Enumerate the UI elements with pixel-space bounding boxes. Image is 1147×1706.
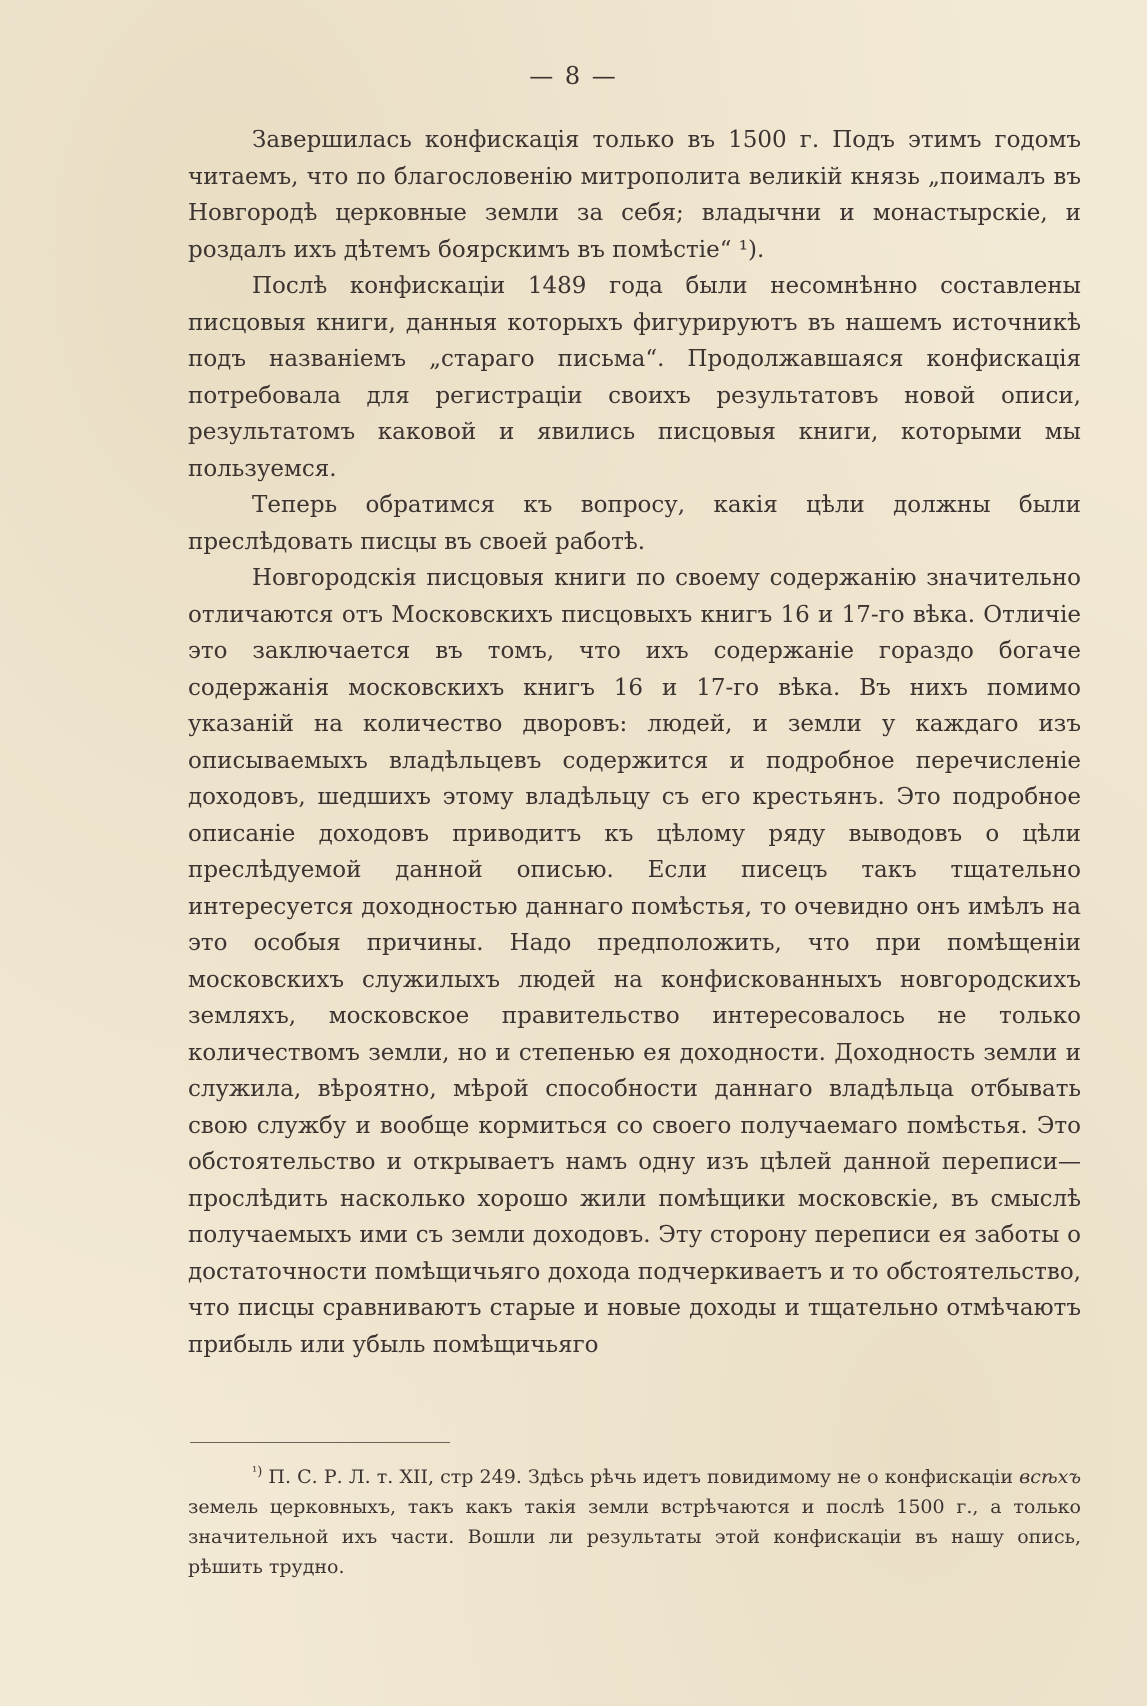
footnotes	[188, 1462, 1081, 1582]
paragraph-2: Послѣ конфискаціи 1489 года были несомнѣнно составлены писцовыя книги, данныя которыхъ фигурируютъ въ нашемъ источникѣ подъ названіемъ „стараго письма“. Продолжавшаяся конфискація потребовала для регистраціи своихъ результатовъ новой описи, результатомъ каковой и явились писцовыя книги, которыми мы пользуемся.	[188, 273, 1081, 482]
footnote-emphasis: всѣхъ	[1019, 1466, 1081, 1488]
paragraph-3: Теперь обратимся къ вопросу, какія цѣли должны были преслѣдовать писцы въ своей работѣ.	[188, 492, 1081, 555]
footnote-divider	[190, 1442, 450, 1443]
paragraph-4: Новгородскія писцовыя книги по своему содержанію значительно отличаются отъ Московскихъ писцовыхъ книгъ 16 и 17-го вѣка. Отличіе это заключается въ томъ, что ихъ содержаніе гораздо богаче содержанія московскихъ книгъ 16 и 17-го вѣка. Въ нихъ помимо указаній на количество дворовъ: людей, и земли у каждаго изъ описываемыхъ владѣльцевъ содержится и подробное перечисленіе доходовъ, шедшихъ этому владѣльцу съ его крестьянъ. Это подробное описаніе доходовъ приводитъ къ цѣлому ряду выводовъ о цѣли преслѣдуемой данной описью. Если писецъ такъ тщательно интересуется доходностью даннаго помѣстья, то очевидно онъ имѣлъ на это особыя причины. Надо предположить, что при помѣщеніи московскихъ служилыхъ людей на конфискованныхъ новгородскихъ земляхъ, московское правительство интересовалось не только количествомъ земли, но и степенью ея доходности. Доходность земли и служила, вѣроятно, мѣрой способности даннаго владѣльца отбывать свою службу и вообще кормиться со своего получаемаго помѣстья. Это обстоятельство и открываетъ намъ одну изъ цѣлей данной переписи—прослѣдить насколько хорошо жили помѣщики московскіе, въ смыслѣ получаемыхъ ими съ земли доходовъ. Эту сторону переписи ея заботы о достаточности помѣщичьяго дохода подчеркиваетъ и то обстоятельство, что писцы сравниваютъ старые и новые доходы и тщательно отмѣчаютъ прибыль или убыль помѣщичьяго	[188, 565, 1081, 1358]
footnote-text-start: П. С. Р. Л. т. XII, стр 249. Здѣсь рѣчь идетъ повидимому не о конфискаціи	[268, 1466, 1014, 1488]
footnote-1	[188, 1462, 1081, 1582]
page-number: — 8 —	[529, 62, 618, 90]
main-text	[188, 122, 1081, 1363]
paragraph-1: Завершилась конфискація только въ 1500 г. Подъ этимъ годомъ читаемъ, что по благословенію митрополита великій князь „поималъ въ Новгородѣ церковные земли за себя; владычни и монастырскіе, и роздалъ ихъ дѣтемъ боярскимъ въ помѣстіе“ ¹).	[188, 127, 1081, 263]
footnote-mark: ¹)	[252, 1464, 263, 1480]
footnote-text-end: земель церковныхъ, такъ какъ такія земли встрѣчаются и послѣ 1500 г., а только значительной ихъ части. Вошли ли результаты этой конфискаціи въ нашу опись, рѣшить трудно.	[188, 1496, 1081, 1578]
